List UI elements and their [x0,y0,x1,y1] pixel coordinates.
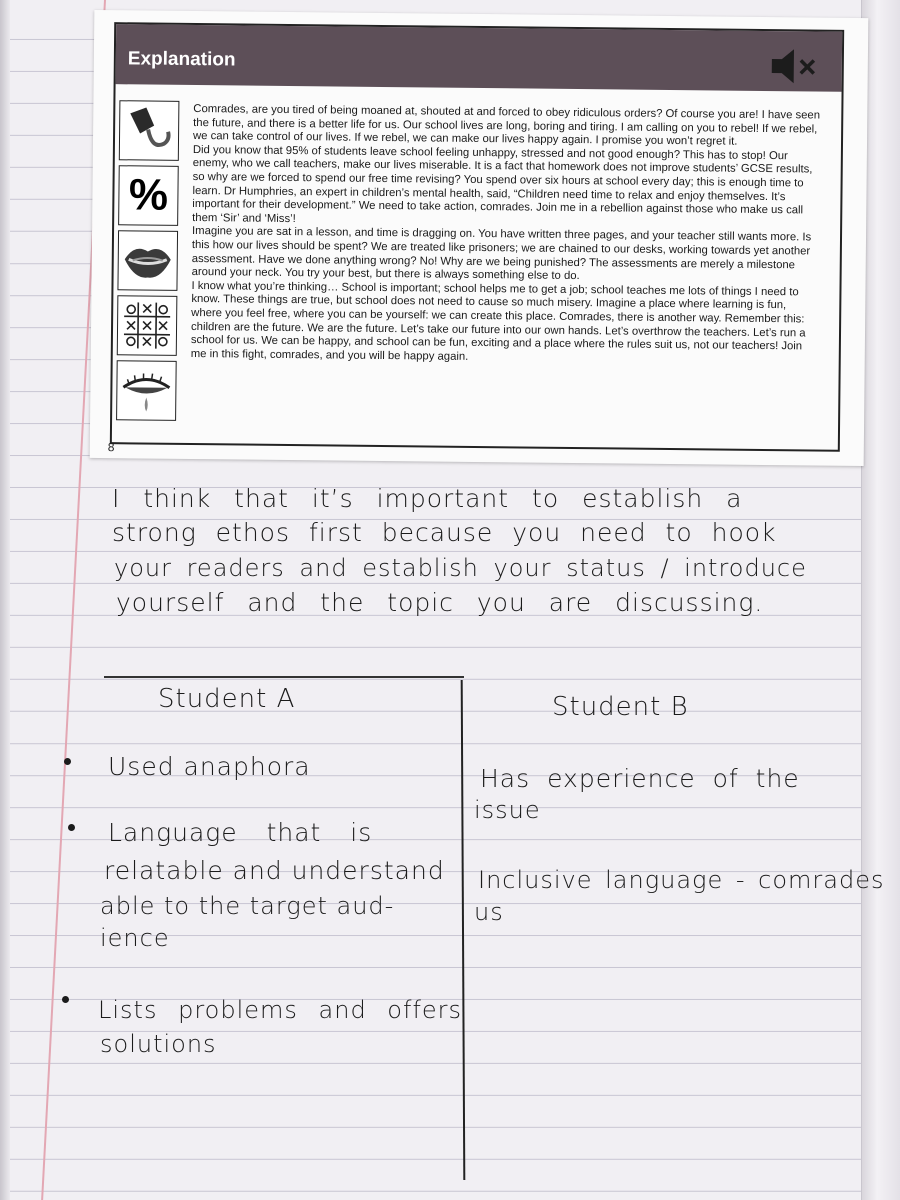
worksheet [90,10,869,466]
student-a-item-2-line-4: ience [100,924,170,952]
speaker-mute-icon [770,45,820,88]
handwritten-line-2: strong ethos first because you need to hook [112,518,777,547]
percent-icon [118,165,179,226]
student-b-item-1-line-2: issue [474,796,541,824]
student-b-header: Student B [552,692,689,722]
page-right-edge [861,0,900,1200]
student-a-header: Student A [158,684,296,714]
student-a-item-2-line-1: Language that is [108,818,373,847]
handwritten-line-1: I think that it’s important to establish a [112,484,743,513]
paragraph-1: Comrades, are you tired of being moaned at, shouted at and forced to obey ridiculous orders? Of course you are! I have seen the future, and there is a better life for us. Our school lives are long, boring and tiring. I am calling on you to rebel! If we rebel, we can take control of our lives. If we rebel, we can make our lives happy again. I promise you won’t regret it. [192,103,821,148]
table-column-divider [461,680,466,1180]
crying-eye-icon [116,360,177,421]
tic-tac-toe-icon [117,295,178,356]
paragraph-3: Imagine you are sat in a lesson, and time is dragging on. You have written three pages, and your teacher still wants more. Is this how our lives should be spent? We are treated like prisoners; we are chained to our desks, working towards yet another assessment. Have we done anything wrong? No! Why are we being punished? The assessments are merely a milestone around your neck. You try your best, but there is always something else to do. [191,225,812,283]
page-number: 8 [107,440,115,455]
handwritten-line-4: yourself and the topic you are discussing. [116,588,764,617]
student-a-item-3-line-2: solutions [100,1030,217,1058]
handwritten-line-3: your readers and establish your status / introduce [114,554,807,582]
student-a-item-3-line-1: Lists problems and offers [98,996,463,1024]
hook-icon [119,100,180,161]
student-b-item-1-line-1: Has experience of the [480,764,800,793]
icon-column [116,100,181,426]
page-left-edge [0,0,10,1200]
student-a-item-2-line-3: able to the target aud- [100,892,395,920]
student-b-item-2-line-2: us [474,898,504,926]
bullet-a1 [64,758,71,765]
bullet-a3 [62,996,69,1003]
bullet-a2 [68,824,75,831]
explanation-text [191,103,822,368]
explanation-panel [107,22,844,455]
student-b-item-2-line-1: Inclusive language - comrades [478,866,885,894]
paragraph-2: Did you know that 95% of students leave school feeling unhappy, stressed and not good enough? This has to stop! Our enemy, who we call teachers, make our lives miserable. It is a fact that homework does not improve students’ GCSE results, so why are we forced to spend our free time revising? You spend over six hours at school every day; this is enough time to learn. Dr Humphries, an expert in children’s mental health, said, “Children need time to relax and enjoy themselves. It’s important for their development.” We need to take action, comrades. Join me in a rebellion against those who make us call them ‘Sir’ and ‘Miss’! [192,143,813,225]
student-a-item-1: Used anaphora [108,752,311,781]
student-a-item-2-line-2: relatable and understand [104,856,445,885]
lips-icon [117,230,178,291]
table-top-line [104,676,464,678]
header-bar [116,24,843,92]
paragraph-4: I know what you’re thinking… School is important; school helps me to get a job; school teaches me lots of things I need to know. These things are true, but school does not need to cause so much misery. Imagine a place where learning is fun, where you feel free, where you can be yourself: we can create this place. Comrades, there is another way. Remember this: children are the future. We are the future. Let’s take our future into our own hands. Let’s overthrow the teachers. Let’s run a school for us. We can be happy, and school can be fun, exciting and a place where the rules suit us, not our teachers! Join me in this fight, comrades, and you will be happy again. [190,279,806,363]
percent-symbol: % [128,170,169,220]
header-title: Explanation [127,48,236,71]
